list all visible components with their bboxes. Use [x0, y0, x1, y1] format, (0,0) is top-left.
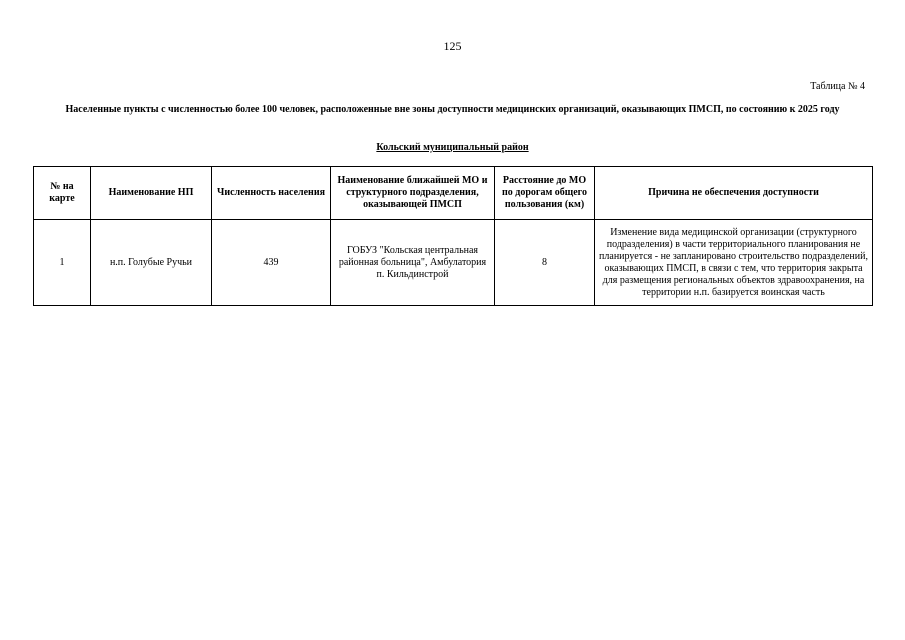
page-number: 125 [443, 39, 462, 53]
cell-distance: 8 [495, 220, 595, 306]
header-distance: Расстояние до МО по дорогам общего пользования (км) [495, 167, 595, 220]
cell-reason: Изменение вида медицинской организации (структурного подразделения) в части территориального планирования не планируется - не запланировано строительство подразделений, оказывающих ПМСП, в связи с тем, что территория закрыта для размещения региональных объектов здравоохранения, на территории н.п. базируется воинская часть [595, 220, 873, 306]
header-reason: Причина не обеспечения доступности [595, 167, 873, 220]
table-caption: Таблица № 4 [810, 81, 865, 92]
cell-settlement-name: н.п. Голубые Ручьи [91, 220, 212, 306]
district-title: Кольский муниципальный район [376, 142, 529, 153]
header-nearest-organization: Наименование ближайшей МО и структурного подразделения, оказывающей ПМСП [331, 167, 495, 220]
cell-nearest-organization: ГОБУЗ "Кольская центральная районная больница", Амбулатория п. Кильдинстрой [331, 220, 495, 306]
document-title: Населенные пункты с численностью более 100 человек, расположенные вне зоны доступности медицинских организаций, оказывающих ПМСП, по состоянию к 2025 году [65, 104, 840, 115]
header-population: Численность населения [212, 167, 331, 220]
cell-population: 439 [212, 220, 331, 306]
cell-map-number: 1 [34, 220, 91, 306]
header-map-number: № на карте [34, 167, 91, 220]
table-header-row [34, 167, 873, 220]
header-settlement-name: Наименование НП [91, 167, 212, 220]
data-table [33, 166, 873, 306]
table-row [34, 220, 873, 306]
